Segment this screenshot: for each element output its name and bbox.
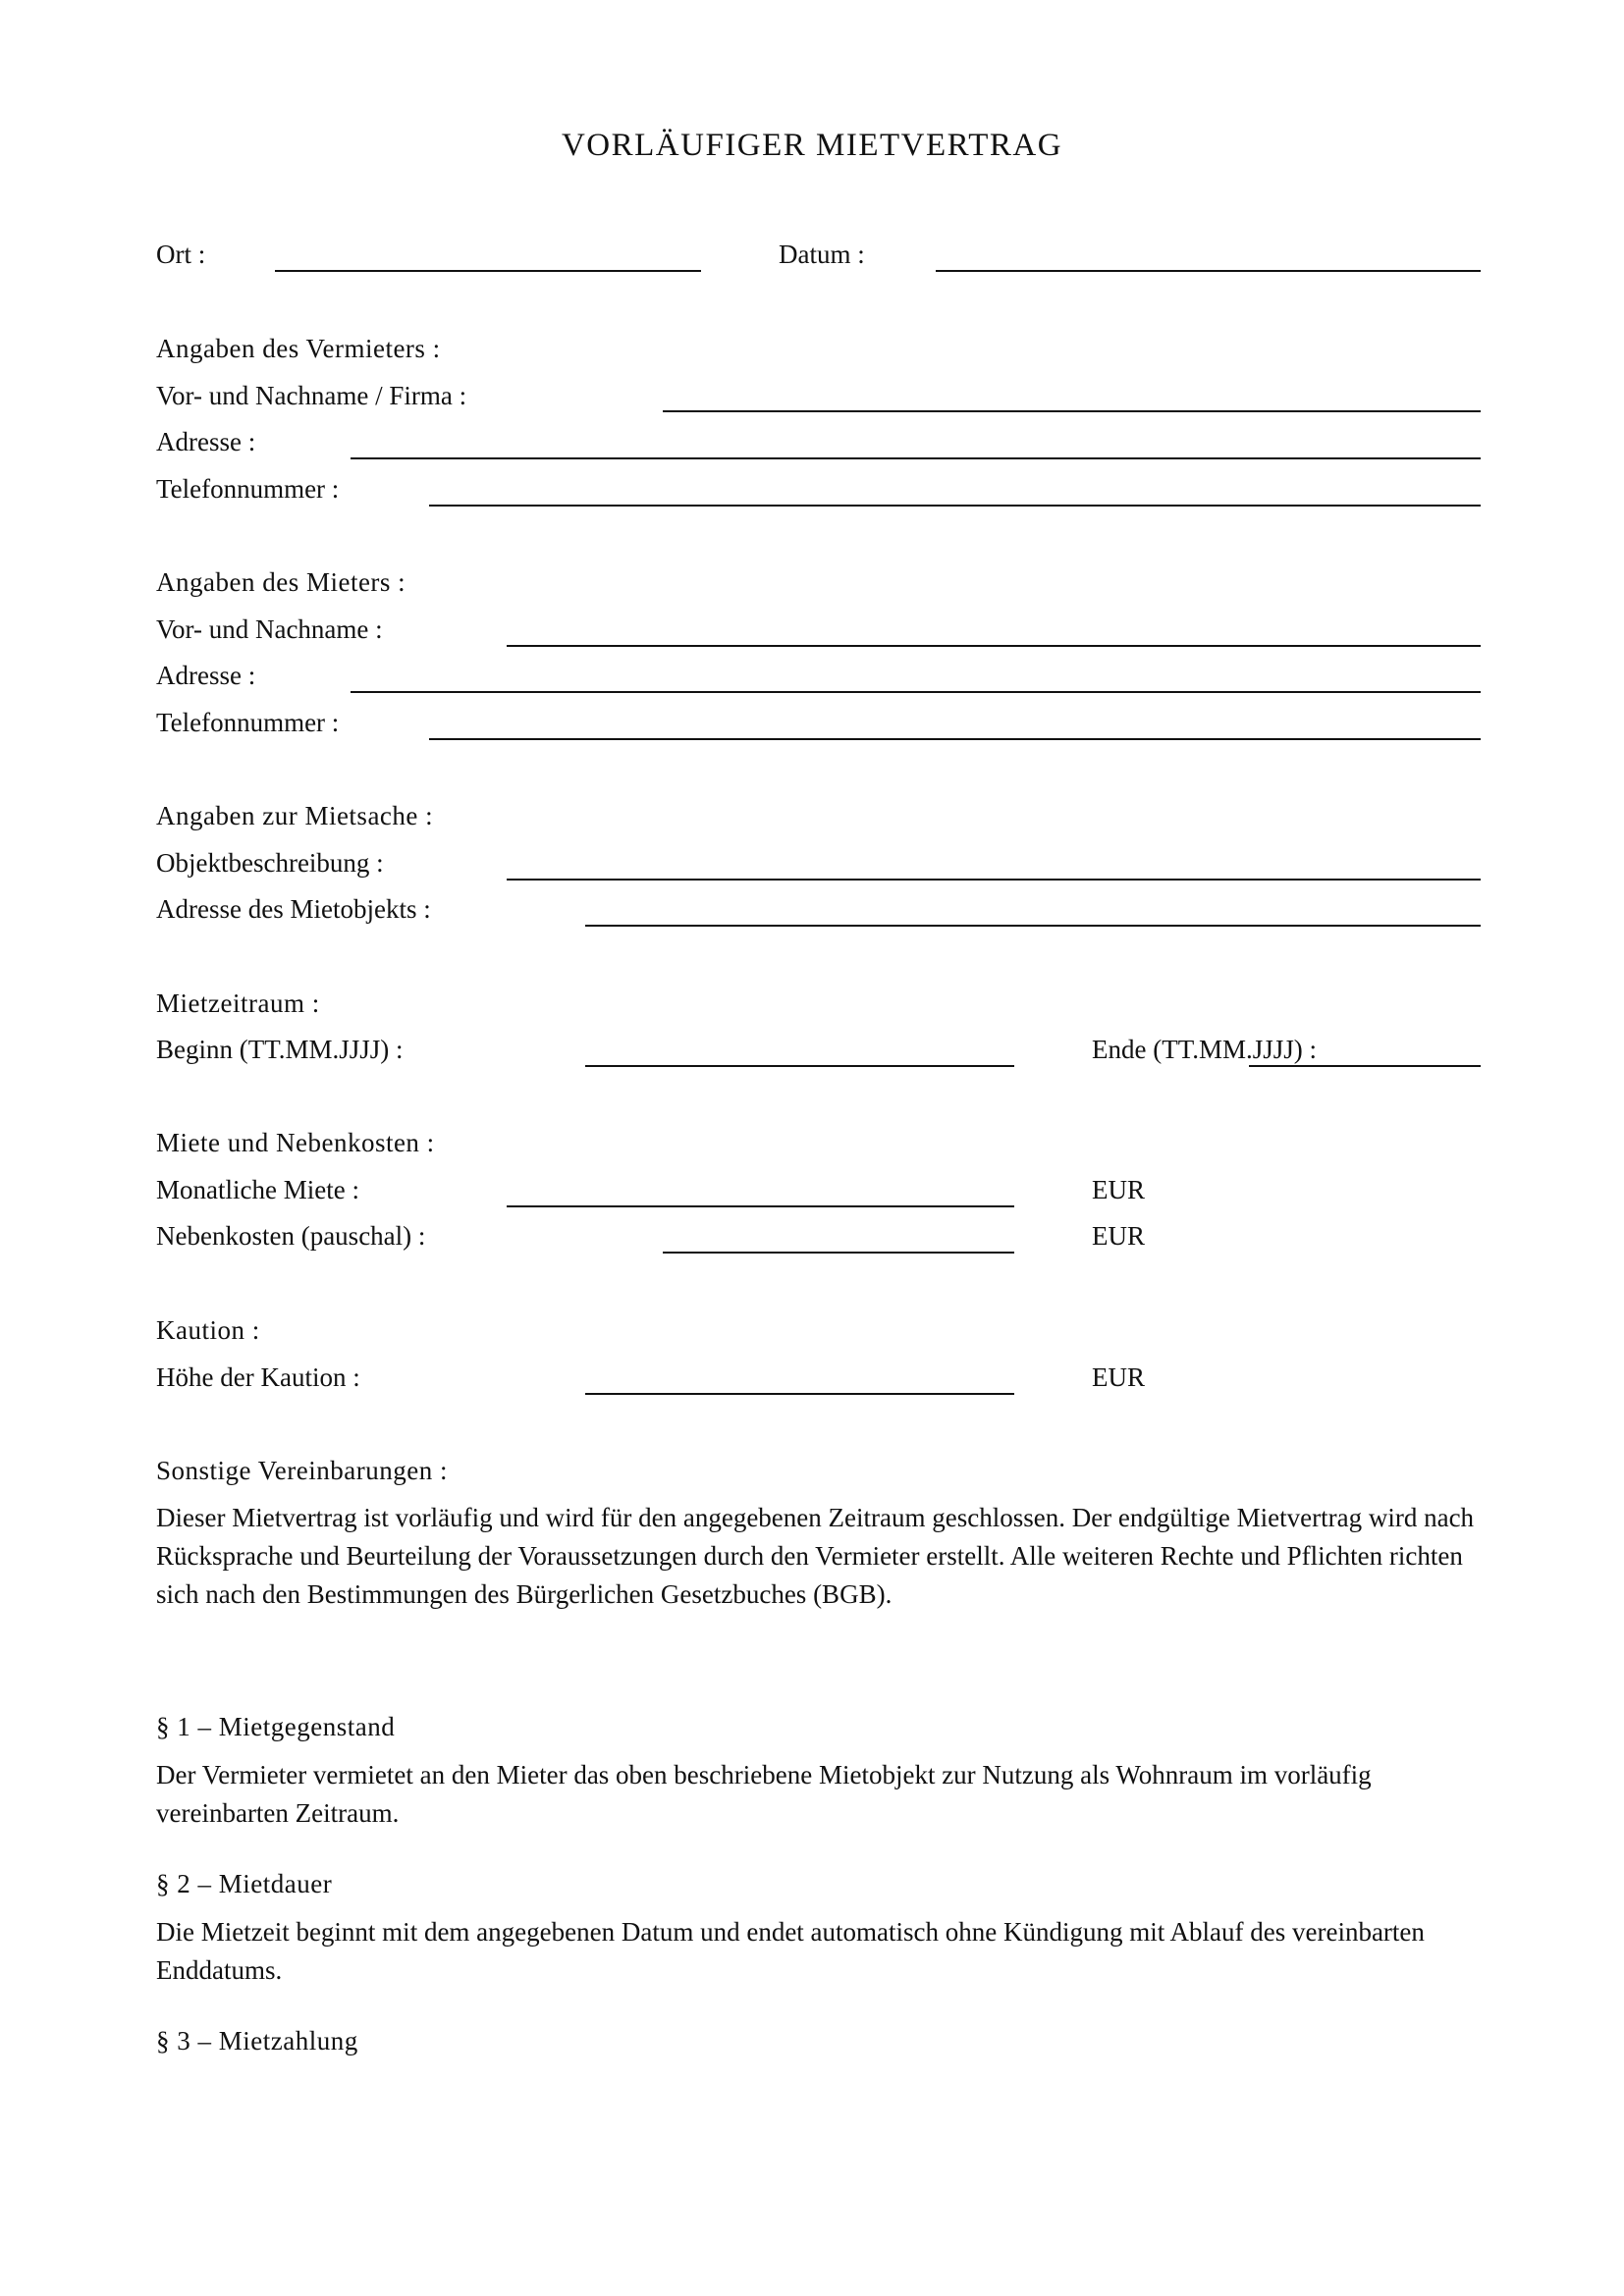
document-title: VORLÄUFIGER MIETVERTRAG <box>561 128 1063 163</box>
rent-field[interactable] <box>507 1205 1014 1207</box>
tenant-name-label: Vor- und Nachname : <box>156 614 383 644</box>
property-description-label: Objektbeschreibung : <box>156 848 384 878</box>
tenant-phone-field[interactable] <box>429 738 1481 740</box>
section-2-heading: § 2 – Mietdauer <box>156 1869 333 1898</box>
property-address-field[interactable] <box>585 925 1481 927</box>
datum-field[interactable] <box>936 270 1481 272</box>
section-2-text: Die Mietzeit beginnt mit dem angegebenen Datum und endet automatisch ohne Kündigung mit Ablauf des vereinbarten Enddatums. <box>156 1917 1425 1985</box>
deposit-amount-label: Höhe der Kaution : <box>156 1362 360 1392</box>
ort-label: Ort : <box>156 240 206 269</box>
datum-label: Datum : <box>779 240 865 269</box>
tenant-heading: Angaben des Mieters : <box>156 567 406 597</box>
start-date-label: Beginn (TT.MM.JJJJ) : <box>156 1035 404 1064</box>
landlord-name-field[interactable] <box>663 410 1481 412</box>
deposit-heading: Kaution : <box>156 1315 260 1345</box>
landlord-address-label: Adresse : <box>156 427 256 456</box>
tenant-name-field[interactable] <box>507 645 1481 647</box>
deposit-amount-field[interactable] <box>585 1393 1014 1395</box>
other-agreements-heading: Sonstige Vereinbarungen : <box>156 1456 448 1485</box>
rent-unit: EUR <box>1092 1175 1145 1204</box>
additional-costs-unit: EUR <box>1092 1221 1145 1251</box>
additional-costs-field[interactable] <box>663 1252 1014 1254</box>
end-date-field[interactable] <box>1249 1065 1481 1067</box>
additional-costs-label: Nebenkosten (pauschal) : <box>156 1221 426 1251</box>
section-3-heading: § 3 – Mietzahlung <box>156 2026 358 2056</box>
property-description-field[interactable] <box>507 879 1481 881</box>
landlord-heading: Angaben des Vermieters : <box>156 334 441 363</box>
ort-field[interactable] <box>275 270 701 272</box>
rent-label: Monatliche Miete : <box>156 1175 359 1204</box>
tenant-address-label: Adresse : <box>156 661 256 690</box>
landlord-address-field[interactable] <box>351 457 1481 459</box>
landlord-phone-label: Telefonnummer : <box>156 474 340 504</box>
period-heading: Mietzeitraum : <box>156 988 320 1018</box>
other-agreements-text: Dieser Mietvertrag ist vorläufig und wird für den angegebenen Zeitraum geschlossen. Der endgültige Mietvertrag wird nach Rücksprache und Beurteilung der Voraussetzungen durch den Vermieter erstellt. Alle weiteren Rechte und Pflichten richten sich nach den Bestimmungen des Bürgerlichen Gesetzbuches (BGB). <box>156 1503 1475 1609</box>
start-date-field[interactable] <box>585 1065 1014 1067</box>
landlord-name-label: Vor- und Nachname / Firma : <box>156 381 467 410</box>
tenant-phone-label: Telefonnummer : <box>156 708 340 737</box>
property-address-label: Adresse des Mietobjekts : <box>156 894 431 924</box>
deposit-unit: EUR <box>1092 1362 1145 1392</box>
property-heading: Angaben zur Mietsache : <box>156 801 434 830</box>
landlord-phone-field[interactable] <box>429 505 1481 507</box>
section-1-text: Der Vermieter vermietet an den Mieter das oben beschriebene Mietobjekt zur Nutzung als Wohnraum im vorläufig vereinbarten Zeitraum. <box>156 1760 1372 1828</box>
section-1-heading: § 1 – Mietgegenstand <box>156 1712 396 1741</box>
tenant-address-field[interactable] <box>351 691 1481 693</box>
end-date-label: Ende (TT.MM.JJJJ) : <box>1092 1035 1317 1064</box>
costs-heading: Miete und Nebenkosten : <box>156 1128 435 1157</box>
